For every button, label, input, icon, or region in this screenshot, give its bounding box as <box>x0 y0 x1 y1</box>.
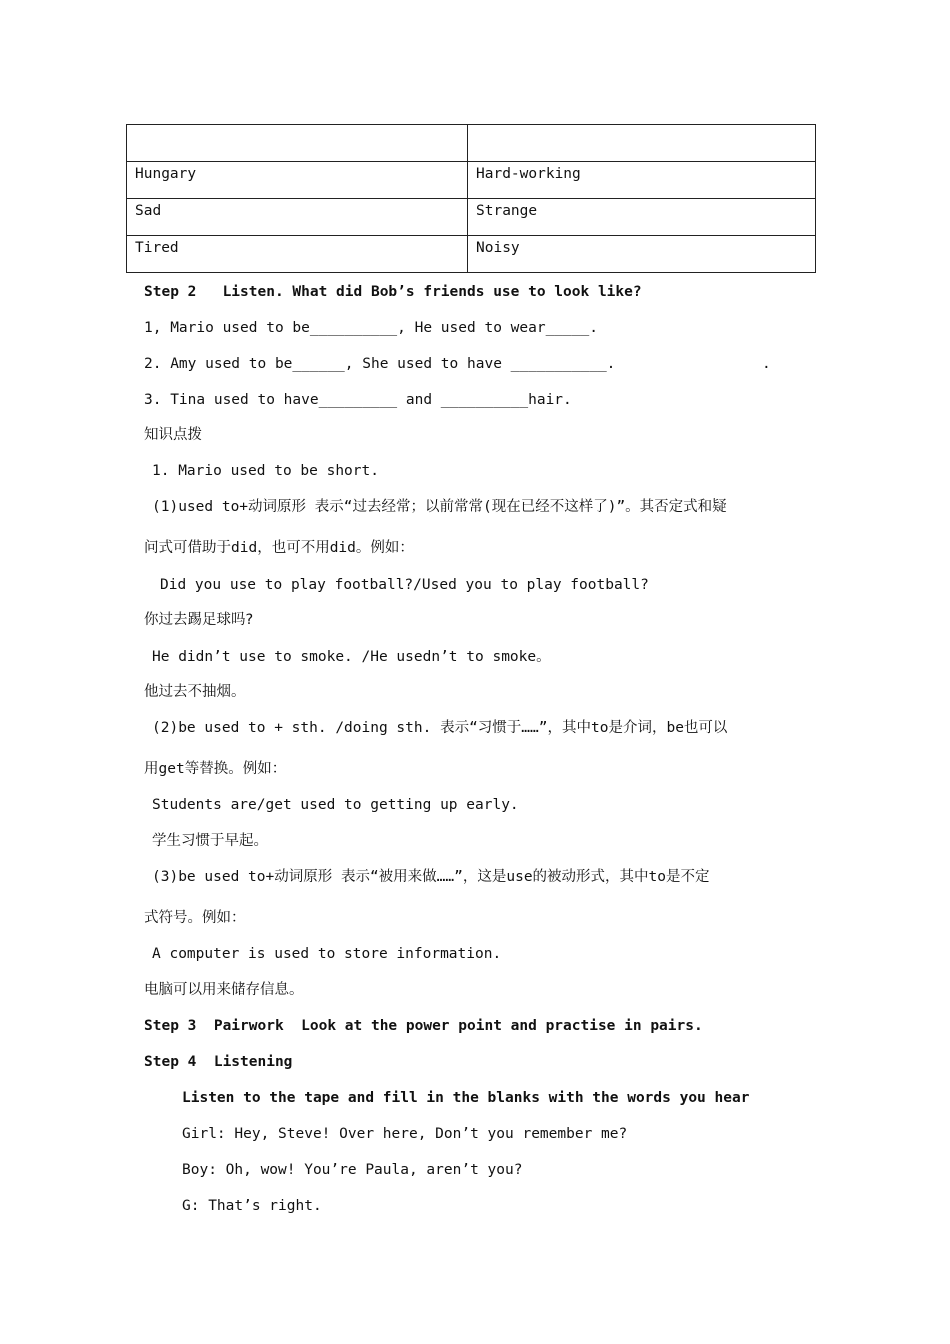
table-cell: Hungary <box>127 162 468 199</box>
note-line: 式符号。例如： <box>144 910 246 926</box>
step4-heading: Step 4 Listening <box>144 1054 293 1070</box>
word-table <box>126 124 816 273</box>
table-cell: Noisy <box>468 236 816 273</box>
note-line: (2)be used to + sth. /doing sth. 表示“习惯于……”，其中to是介词，be也可以 <box>152 720 728 736</box>
example-translation: 学生习惯于早起。 <box>152 833 268 849</box>
table-row <box>127 236 816 273</box>
example-line: A computer is used to store information. <box>152 946 502 962</box>
note-line: (3)be used to+动词原形 表示“被用来做……”，这是use的被动形式，其中to是不定 <box>152 869 710 885</box>
example-line: Students are/get used to getting up early. <box>152 797 519 813</box>
example-translation: 他过去不抽烟。 <box>144 684 246 700</box>
question-2-tail: . <box>762 356 771 372</box>
note-line: (1)used to+动词原形 表示“过去经常；以前常常(现在已经不这样了)”。其否定式和疑 <box>152 499 727 515</box>
note-line: 用get等替换。例如： <box>144 761 287 777</box>
example-line: Did you use to play football?/Used you to play football? <box>160 577 649 593</box>
question-1: 1, Mario used to be__________, He used to wear_____. <box>144 320 598 336</box>
notes-title: 知识点拨 <box>144 427 202 443</box>
table-row <box>127 199 816 236</box>
step2-heading: Step 2 Listen. What did Bob’s friends use to look like? <box>144 284 642 300</box>
note-line: 1. Mario used to be short. <box>152 463 379 479</box>
table-cell <box>127 125 468 162</box>
question-2: 2. Amy used to be______, She used to have ___________. <box>144 356 616 372</box>
note-line: 问式可借助于did，也可不用did。例如： <box>144 540 414 556</box>
table-row <box>127 125 816 162</box>
dialogue-line: Boy: Oh, wow! You’re Paula, aren’t you? <box>182 1162 523 1178</box>
listening-instruction: Listen to the tape and fill in the blanks with the words you hear <box>182 1090 750 1106</box>
example-line: He didn’t use to smoke. /He usedn’t to smoke。 <box>152 649 551 665</box>
table-cell <box>468 125 816 162</box>
table-cell: Sad <box>127 199 468 236</box>
table-cell: Tired <box>127 236 468 273</box>
question-3: 3. Tina used to have_________ and __________hair. <box>144 392 572 408</box>
dialogue-line: G: That’s right. <box>182 1198 322 1214</box>
step3-heading: Step 3 Pairwork Look at the power point and practise in pairs. <box>144 1018 703 1034</box>
table-cell: Strange <box>468 199 816 236</box>
example-translation: 你过去踢足球吗? <box>144 612 254 628</box>
example-translation: 电脑可以用来储存信息。 <box>144 982 304 998</box>
table-row <box>127 162 816 199</box>
table-cell: Hard-working <box>468 162 816 199</box>
dialogue-line: Girl: Hey, Steve! Over here, Don’t you remember me? <box>182 1126 628 1142</box>
